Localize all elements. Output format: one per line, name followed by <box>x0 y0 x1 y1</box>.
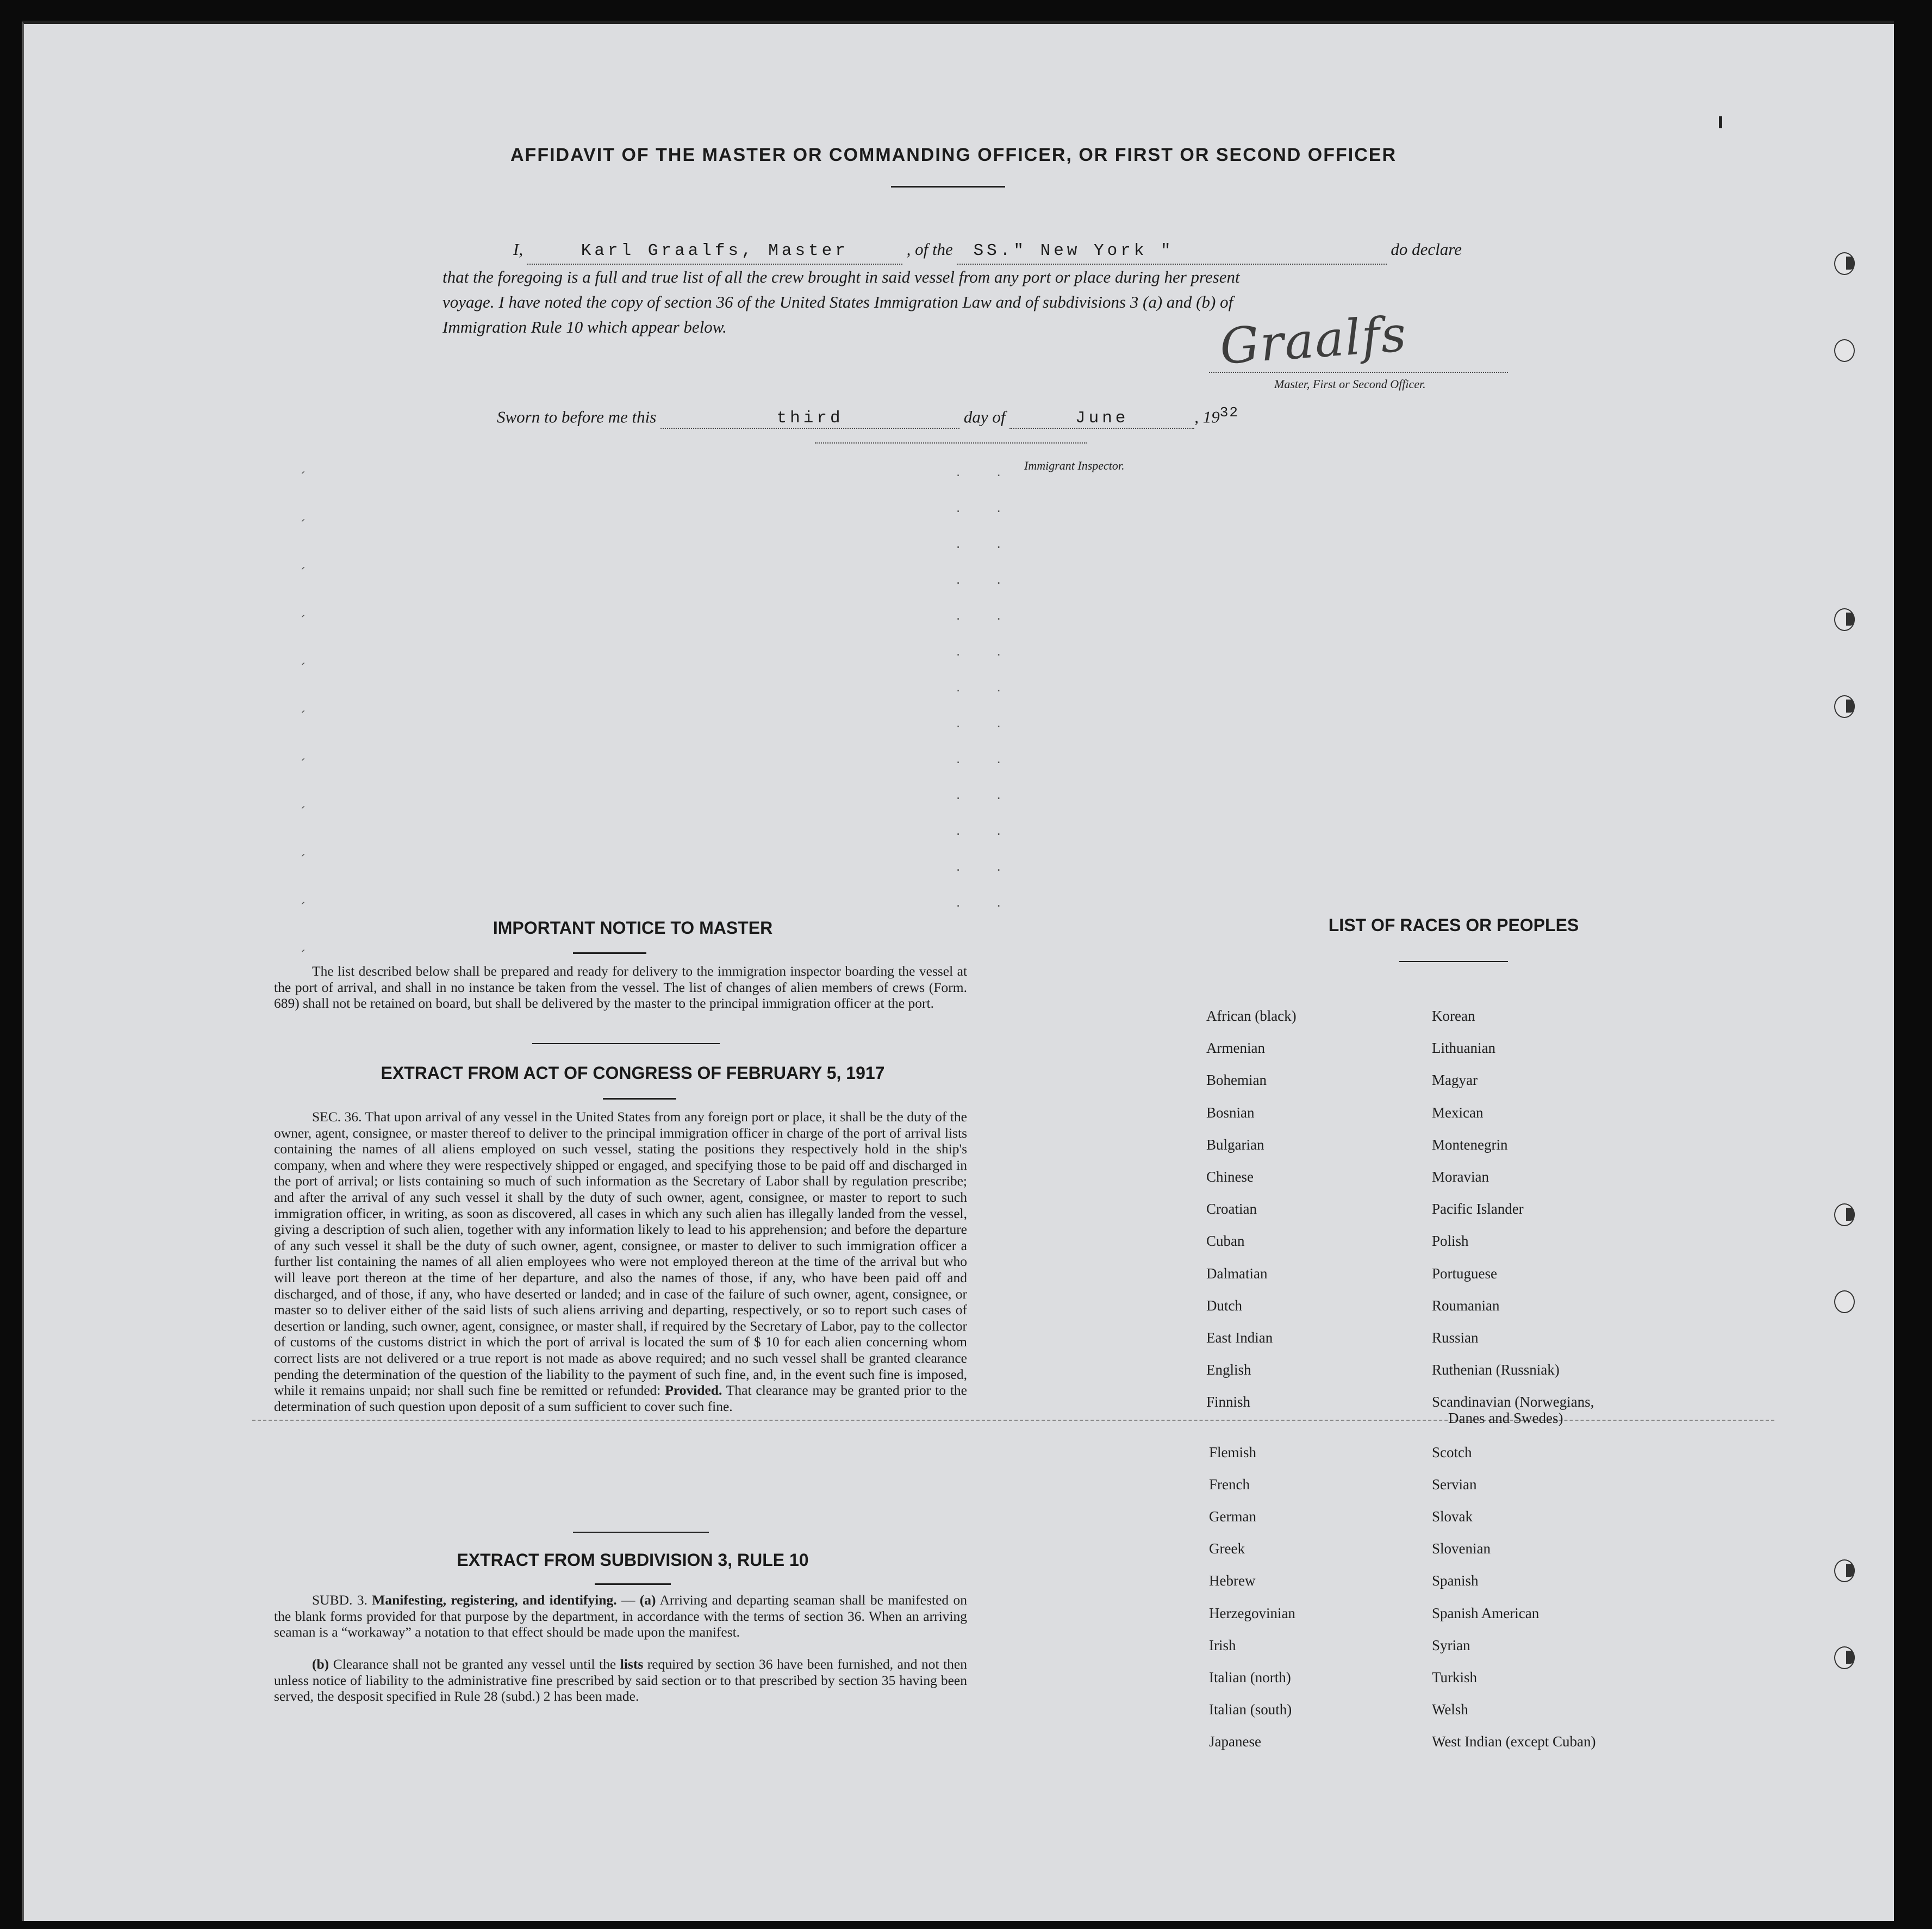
tick-marks: ´ ´ ´ ´ ´ ´ ´ ´ ´ ´ ´ <box>301 469 306 964</box>
race-item: Roumanian <box>1432 1297 1500 1314</box>
punch-hole <box>1834 608 1855 631</box>
races-title: LIST OF RACES OR PEOPLES <box>1328 915 1579 935</box>
act-text-main: SEC. 36. That upon arrival of any vessel in the United States from any foreign port or place, it shall be the duty of the owner, agent, consignee, or master thereof to deliver to the principal immigration officer in charge of the port of arrival lists containing the names of all aliens employed on such vessel, stating the positions they respectively hold in the ship's company, when and where they were respectively shipped or engaged, and specifying those to be paid off and discharged in the port of arrival; or lists containing so much of such information as the Secretary of Labor shall by regulation prescribe; and after the arrival of any such vessel it shall by the duty of such owner, agent, consignee, or master to report to such immigration officer, in writing, as soon as discovered, all cases in which any such alien has illegally landed from the vessel, giving a description of such alien, together with any information likely to lead to his apprehension; and before the departure of any such vessel it shall be the duty of such owner, agent, consignee, or master to deliver to such immigration officer a further list containing the names of all alien employees who were not employed thereon at the time of the arrival but who will leave port thereon at the time of her departure, and also the names of those, if any, who have been paid off and discharged, and of those, if any, who have deserted or landed; and in case of the failure of such owner, agent, consignee, or master so to deliver either of the said lists of such aliens arriving and departing, respectively, or so to report such cases of desertion or landing, such owner, agent, consignee, or master shall, if required by the Secretary of Labor, pay to the collector of customs of the customs district in which the port of arrival is located the sum of $ 10 for each alien concerning whom correct lists are not delivered or a true report is not made as above required; and no such vessel shall be granted clearance pending the determination of the question of the liability to the payment of such fine, and, in the event such fine is imposed, while it remains unpaid; nor shall such fine be remitted or refunded: <box>274 1109 967 1399</box>
year-prefix: , 19 <box>1194 407 1220 427</box>
race-item: Magyar <box>1432 1072 1478 1089</box>
signature-line <box>1209 372 1508 373</box>
race-item: Moravian <box>1432 1169 1489 1185</box>
race-item: Slovenian <box>1432 1540 1491 1557</box>
year-suffix: 32 <box>1219 404 1239 421</box>
affidavit-i: I, <box>513 240 523 259</box>
race-item: German <box>1209 1508 1256 1525</box>
act-extract-title: EXTRACT FROM ACT OF CONGRESS OF FEBRUARY 5, 1917 <box>381 1063 885 1083</box>
subd-b-label: (b) <box>312 1656 329 1672</box>
race-item: Montenegrin <box>1432 1136 1508 1153</box>
punch-hole <box>1834 1290 1855 1313</box>
race-item: Armenian <box>1206 1040 1265 1057</box>
punch-hole <box>1834 1559 1855 1582</box>
race-item: Ruthenian (Russniak) <box>1432 1362 1560 1378</box>
sworn-line <box>497 404 1239 429</box>
punch-hole <box>1834 1646 1855 1669</box>
notice-title: IMPORTANT NOTICE TO MASTER <box>493 918 773 938</box>
punch-hole <box>1834 339 1855 362</box>
race-item: Spanish American <box>1432 1605 1540 1621</box>
race-item: Croatian <box>1206 1201 1257 1218</box>
rule-divider <box>595 1583 671 1585</box>
race-item: Chinese <box>1206 1169 1254 1185</box>
race-item: Turkish <box>1432 1669 1478 1685</box>
notice-text: The list described below shall be prepared and ready for delivery to the immigration inspector boarding the vessel at the port of arrival, and shall in no instance be taken from the vessel. The list of changes of alien members of crews (Form. 689) shall not be retained on board, but shall be delivered by the master to the principal immigration officer at the port. <box>274 963 967 1012</box>
title-divider <box>891 186 1005 188</box>
race-item: Russian <box>1432 1329 1479 1346</box>
races-divider <box>1399 961 1508 962</box>
rule-subd-a: SUBD. 3. Manifesting, registering, and identifying. — (a) Arriving and departing seaman shall be manifested on the blank forms provided for that purpose by the department, in accordance with the terms of section 36. When an arriving seaman is a “workaway” a notation to that effect should be made upon the manifest. <box>274 1592 967 1640</box>
vessel-name-field: SS." New York " <box>957 239 1387 265</box>
master-name-field: Karl Graalfs, Master <box>527 239 902 265</box>
race-item: Bosnian <box>1206 1104 1255 1121</box>
affidavit-line-1 <box>443 237 1530 265</box>
bleed-through <box>46 182 59 206</box>
race-item: Spanish <box>1432 1572 1479 1589</box>
sworn-day-field: third <box>660 409 959 429</box>
act-provided: Provided. <box>665 1382 722 1399</box>
race-item: Herzegovinian <box>1209 1605 1295 1621</box>
race-item: Finnish <box>1206 1394 1251 1410</box>
master-signature: Graalfs <box>1218 305 1409 376</box>
subd-heading: Manifesting, registering, and identifying. <box>372 1592 617 1608</box>
punch-hole <box>1834 695 1855 718</box>
inspector-signature-line <box>815 442 1087 444</box>
race-item: East Indian <box>1206 1329 1273 1346</box>
notice-bottom-divider <box>532 1043 720 1044</box>
race-item: Servian <box>1432 1476 1477 1493</box>
subd-b-text-1: Clearance shall not be granted any vessel until the <box>333 1656 616 1672</box>
sworn-label: Sworn to before me this <box>497 407 657 427</box>
race-item: Bohemian <box>1206 1072 1267 1089</box>
subd-b-lists: lists <box>620 1656 644 1672</box>
race-item: Polish <box>1432 1233 1469 1250</box>
race-item: Scandinavian (Norwegians, <box>1432 1394 1594 1410</box>
race-item: African (black) <box>1206 1008 1297 1024</box>
race-item: Portuguese <box>1432 1265 1497 1282</box>
act-text-after: That clearance may be granted prior to the determination of such question upon deposit of a sum sufficient to cover such fine. <box>274 1382 967 1414</box>
race-item: Slovak <box>1432 1508 1473 1525</box>
race-item: Bulgarian <box>1206 1136 1264 1153</box>
corner-mark <box>1719 116 1722 128</box>
dot-marks: . . . . . . . . . . . . . . . . . . . . . . . . . . <box>956 463 1017 910</box>
sworn-month-field: June <box>1009 409 1194 429</box>
race-item: Danes and Swedes) <box>1448 1410 1563 1427</box>
race-item: Welsh <box>1432 1701 1468 1718</box>
race-item: French <box>1209 1476 1250 1493</box>
affidavit-title: AFFIDAVIT OF THE MASTER OR COMMANDING OFFICER, OR FIRST OR SECOND OFFICER <box>510 145 1397 165</box>
rule-extract-title: EXTRACT FROM SUBDIVISION 3, RULE 10 <box>457 1550 809 1570</box>
race-item: Pacific Islander <box>1432 1201 1524 1218</box>
act-divider <box>603 1098 676 1100</box>
document-sheet <box>22 21 1894 1921</box>
act-bottom-divider <box>573 1532 709 1533</box>
act-extract-text <box>274 1109 967 1414</box>
signature-caption: Master, First or Second Officer. <box>1274 377 1426 391</box>
race-item: Cuban <box>1206 1233 1245 1250</box>
affidavit-line-3: voyage. I have noted the copy of section 36 of the United States Immigration Law and of subdivisions 3 (a) and (b) of <box>443 292 1233 311</box>
affidavit-line-2: that the foregoing is a full and true list of all the crew brought in said vessel from any port or place during her present <box>443 267 1240 286</box>
race-item: Dutch <box>1206 1297 1242 1314</box>
race-item: Irish <box>1209 1637 1236 1653</box>
subd-a-text: Arriving and departing seaman shall be manifested on the blank forms provided for that purpose by the department, in accordance with the terms of section 36. When an arriving seaman is a “workaway” a notation to that effect should be made upon the manifest. <box>274 1592 967 1640</box>
race-item: Mexican <box>1432 1104 1484 1121</box>
race-item: Korean <box>1432 1008 1475 1024</box>
race-item: Italian (south) <box>1209 1701 1292 1718</box>
race-item: English <box>1206 1362 1251 1378</box>
do-declare-label: do declare <box>1391 240 1462 259</box>
race-item: Japanese <box>1209 1733 1261 1750</box>
of-the-label: , of the <box>906 240 953 259</box>
day-of-label: day of <box>963 407 1006 427</box>
punch-hole <box>1834 252 1855 275</box>
race-item: West Indian (except Cuban) <box>1432 1733 1596 1750</box>
race-item: Italian (north) <box>1209 1669 1291 1685</box>
race-item: Lithuanian <box>1432 1040 1495 1057</box>
race-item: Syrian <box>1432 1637 1470 1653</box>
race-item: Hebrew <box>1209 1572 1256 1589</box>
subd-a-label: (a) <box>639 1592 656 1608</box>
inspector-caption: Immigrant Inspector. <box>1024 459 1125 472</box>
subd-label: SUBD. 3. <box>312 1592 367 1608</box>
affidavit-line-4: Immigration Rule 10 which appear below. <box>443 317 727 336</box>
race-item: Dalmatian <box>1206 1265 1268 1282</box>
subd-b-text-2: required by section 36 have been furnished, and not then unless notice of liability to the administrative fine prescribed by said section or to that prescribed by section 35 having been served, the desposit specified in Rule 28 (subd.) 2 has been made. <box>274 1656 968 1705</box>
race-item: Scotch <box>1432 1444 1472 1460</box>
race-item: Greek <box>1209 1540 1245 1557</box>
punch-hole <box>1834 1203 1855 1226</box>
notice-divider <box>573 952 646 954</box>
rule-subd-b <box>274 1656 967 1705</box>
race-item: Flemish <box>1209 1444 1257 1460</box>
